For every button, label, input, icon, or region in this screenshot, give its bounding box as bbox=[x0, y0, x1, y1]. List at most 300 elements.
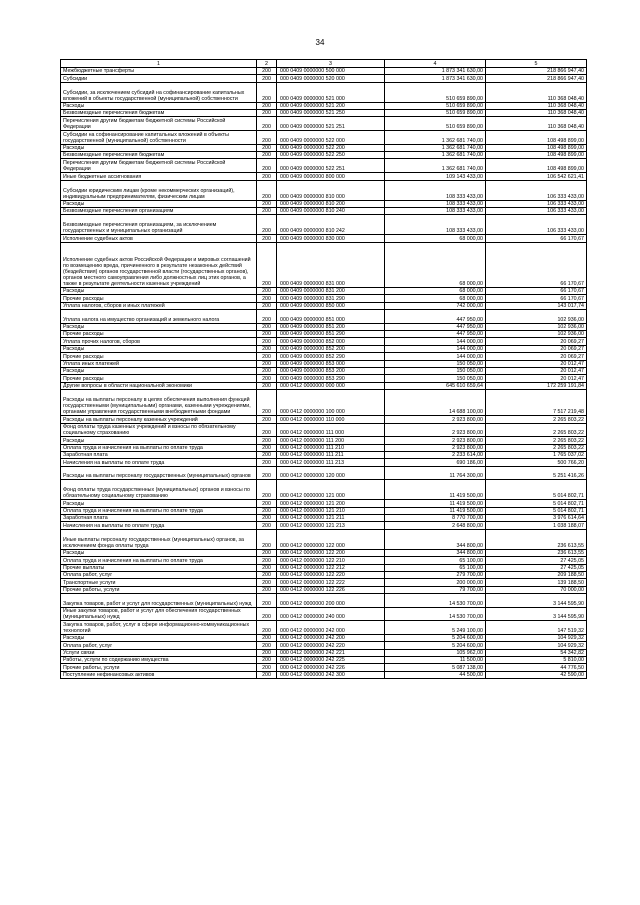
row-label: Исполнение судебных актов bbox=[61, 235, 257, 242]
table-row bbox=[61, 68, 587, 75]
row-approved-amount: 2 923 800,00 bbox=[385, 444, 486, 451]
row-budget-code: 000 0412 0000000 121 000 bbox=[277, 480, 385, 500]
row-label: Другие вопросы в области национальной экономики bbox=[61, 382, 257, 389]
table-row bbox=[61, 302, 587, 309]
table-row bbox=[61, 310, 587, 324]
row-budget-code: 000 0409 0000000 830 000 bbox=[277, 235, 385, 242]
row-executed-amount: 110 368 048,40 bbox=[486, 102, 587, 109]
table-row bbox=[61, 579, 587, 586]
row-budget-code: 000 0409 0000000 853 000 bbox=[277, 360, 385, 367]
row-budget-code: 000 0412 0000000 121 211 bbox=[277, 515, 385, 522]
row-code-line: 200 bbox=[257, 152, 277, 159]
row-label: Уплата налога на имущество организаций и земельного налога bbox=[61, 310, 257, 324]
row-approved-amount: 279 700,00 bbox=[385, 571, 486, 578]
row-executed-amount: 1 765 037,02 bbox=[486, 452, 587, 459]
row-code-line: 200 bbox=[257, 657, 277, 664]
row-executed-amount: 102 936,00 bbox=[486, 323, 587, 330]
table-row bbox=[61, 102, 587, 109]
row-label: Субсидии на софинансирование капитальных вложений в объекты государственной (муниципальной) собственности bbox=[61, 131, 257, 145]
row-budget-code: 000 0409 0000000 810 242 bbox=[277, 215, 385, 235]
table-row bbox=[61, 367, 587, 374]
row-approved-amount: 68 000,00 bbox=[385, 242, 486, 287]
row-budget-code: 000 0409 0000000 522 000 bbox=[277, 131, 385, 145]
row-code-line: 200 bbox=[257, 466, 277, 480]
row-approved-amount: 105 962,00 bbox=[385, 649, 486, 656]
row-code-line: 200 bbox=[257, 345, 277, 352]
row-code-line: 200 bbox=[257, 642, 277, 649]
row-approved-amount: 2 233 614,00 bbox=[385, 452, 486, 459]
row-approved-amount: 2 923 800,00 bbox=[385, 437, 486, 444]
row-executed-amount: 5 014 802,71 bbox=[486, 480, 587, 500]
row-executed-amount: 44 776,50 bbox=[486, 664, 587, 671]
row-code-line: 200 bbox=[257, 579, 277, 586]
table-row bbox=[61, 288, 587, 295]
row-budget-code: 000 0409 0000000 520 000 bbox=[277, 75, 385, 82]
table-row bbox=[61, 345, 587, 352]
row-budget-code: 000 0409 0000000 800 000 bbox=[277, 173, 385, 180]
table-row bbox=[61, 180, 587, 200]
row-budget-code: 000 0409 0000000 522 200 bbox=[277, 144, 385, 151]
row-executed-amount: 108 498 899,00 bbox=[486, 159, 587, 173]
row-label: Работы, услуги по содержанию имущества bbox=[61, 657, 257, 664]
row-executed-amount: 108 498 899,00 bbox=[486, 152, 587, 159]
row-executed-amount: 20 012,47 bbox=[486, 375, 587, 382]
table-row bbox=[61, 382, 587, 389]
row-approved-amount: 68 000,00 bbox=[385, 288, 486, 295]
table-row bbox=[61, 295, 587, 302]
row-executed-amount: 139 188,50 bbox=[486, 579, 587, 586]
row-executed-amount: 5 810,00 bbox=[486, 657, 587, 664]
row-budget-code: 000 0409 0000000 852 000 bbox=[277, 338, 385, 345]
row-executed-amount: 209 188,50 bbox=[486, 571, 587, 578]
row-label: Транспортные услуги bbox=[61, 579, 257, 586]
row-code-line: 200 bbox=[257, 323, 277, 330]
table-row bbox=[61, 634, 587, 641]
row-budget-code: 000 0412 0000000 111 210 bbox=[277, 444, 385, 451]
row-label: Расходы bbox=[61, 345, 257, 352]
row-executed-amount: 106 333 433,00 bbox=[486, 200, 587, 207]
row-approved-amount: 447 950,00 bbox=[385, 323, 486, 330]
row-approved-amount: 8 770 700,00 bbox=[385, 515, 486, 522]
row-label: Расходы на выплаты персоналу в целях обеспечения выполнения функций государственными (муниципальными) органами, казенными учреждениями, органами управления государственными внебюджетными фондами bbox=[61, 389, 257, 415]
row-executed-amount: 106 333 433,00 bbox=[486, 207, 587, 214]
row-code-line: 200 bbox=[257, 664, 277, 671]
row-budget-code: 000 0409 0000000 831 200 bbox=[277, 288, 385, 295]
row-code-line: 200 bbox=[257, 452, 277, 459]
table-row bbox=[61, 82, 587, 102]
row-code-line: 200 bbox=[257, 649, 277, 656]
row-code-line: 200 bbox=[257, 416, 277, 423]
row-executed-amount: 20 069,27 bbox=[486, 338, 587, 345]
row-approved-amount: 645 610 659,64 bbox=[385, 382, 486, 389]
row-budget-code: 000 0409 0000000 853 290 bbox=[277, 375, 385, 382]
row-executed-amount: 110 368 048,40 bbox=[486, 110, 587, 117]
table-row bbox=[61, 459, 587, 466]
row-executed-amount: 1 038 188,07 bbox=[486, 522, 587, 529]
table-row bbox=[61, 437, 587, 444]
table-row bbox=[61, 353, 587, 360]
row-code-line: 200 bbox=[257, 571, 277, 578]
row-executed-amount: 5 014 802,71 bbox=[486, 500, 587, 507]
row-budget-code: 000 0412 0000000 000 000 bbox=[277, 382, 385, 389]
row-approved-amount: 150 050,00 bbox=[385, 360, 486, 367]
table-row bbox=[61, 466, 587, 480]
row-code-line: 200 bbox=[257, 180, 277, 200]
row-label: Оплата труда и начисления на выплаты по оплате труда bbox=[61, 557, 257, 564]
row-executed-amount: 20 012,47 bbox=[486, 360, 587, 367]
row-code-line: 200 bbox=[257, 102, 277, 109]
row-code-line: 200 bbox=[257, 389, 277, 415]
row-label: Иные закупки товаров, работ и услуг для обеспечения государственных (муниципальных) нужд bbox=[61, 607, 257, 621]
row-approved-amount: 1 362 681 740,00 bbox=[385, 159, 486, 173]
row-code-line: 200 bbox=[257, 360, 277, 367]
row-code-line: 200 bbox=[257, 235, 277, 242]
row-label: Расходы на выплаты персоналу казенных учреждений bbox=[61, 416, 257, 423]
row-approved-amount: 108 333 433,00 bbox=[385, 180, 486, 200]
row-executed-amount: 2 265 803,22 bbox=[486, 423, 587, 437]
row-budget-code: 000 0412 0000000 121 200 bbox=[277, 500, 385, 507]
table-row bbox=[61, 338, 587, 345]
table-row bbox=[61, 593, 587, 607]
row-code-line: 200 bbox=[257, 522, 277, 529]
row-budget-code: 000 0409 0000000 853 200 bbox=[277, 367, 385, 374]
row-executed-amount: 20 069,27 bbox=[486, 345, 587, 352]
table-row bbox=[61, 444, 587, 451]
column-header: 1 bbox=[61, 60, 257, 68]
table-row bbox=[61, 671, 587, 678]
row-label: Расходы bbox=[61, 634, 257, 641]
row-code-line: 200 bbox=[257, 500, 277, 507]
row-budget-code: 000 0412 0000000 242 000 bbox=[277, 621, 385, 635]
row-approved-amount: 447 950,00 bbox=[385, 310, 486, 324]
row-executed-amount: 500 766,20 bbox=[486, 459, 587, 466]
column-header: 2 bbox=[257, 60, 277, 68]
row-label: Оплата работ, услуг bbox=[61, 642, 257, 649]
row-code-line: 200 bbox=[257, 423, 277, 437]
row-budget-code: 000 0412 0000000 111 000 bbox=[277, 423, 385, 437]
row-budget-code: 000 0409 0000000 522 251 bbox=[277, 159, 385, 173]
row-executed-amount: 218 866 947,40 bbox=[486, 68, 587, 75]
row-code-line: 200 bbox=[257, 75, 277, 82]
row-executed-amount: 27 425,05 bbox=[486, 564, 587, 571]
row-approved-amount: 344 800,00 bbox=[385, 549, 486, 556]
row-label: Расходы bbox=[61, 549, 257, 556]
row-executed-amount: 218 866 947,40 bbox=[486, 75, 587, 82]
table-row bbox=[61, 110, 587, 117]
row-label: Услуги связи bbox=[61, 649, 257, 656]
row-budget-code: 000 0412 0000000 122 210 bbox=[277, 557, 385, 564]
row-executed-amount: 104 929,32 bbox=[486, 634, 587, 641]
row-label: Оплата работ, услуг bbox=[61, 571, 257, 578]
row-budget-code: 000 0409 0000000 521 200 bbox=[277, 102, 385, 109]
row-code-line: 200 bbox=[257, 564, 277, 571]
row-code-line: 200 bbox=[257, 207, 277, 214]
row-label: Прочие работы, услуги bbox=[61, 586, 257, 593]
row-approved-amount: 108 333 433,00 bbox=[385, 207, 486, 214]
row-approved-amount: 11 764 300,00 bbox=[385, 466, 486, 480]
row-budget-code: 000 0412 0000000 242 226 bbox=[277, 664, 385, 671]
table-row bbox=[61, 131, 587, 145]
row-budget-code: 000 0412 0000000 111 211 bbox=[277, 452, 385, 459]
table-row bbox=[61, 507, 587, 514]
row-label: Иные выплаты персоналу государственных (муниципальных) органов, за исключением фонда оплаты труда bbox=[61, 529, 257, 549]
table-row bbox=[61, 242, 587, 287]
row-label: Поступление нефинансовых активов bbox=[61, 671, 257, 678]
row-budget-code: 000 0412 0000000 111 200 bbox=[277, 437, 385, 444]
row-label: Начисления на выплаты по оплате труда bbox=[61, 522, 257, 529]
row-label: Закупка товаров, работ, услуг в сфере информационно-коммуникационных технологий bbox=[61, 621, 257, 635]
row-code-line: 200 bbox=[257, 382, 277, 389]
column-header: 4 bbox=[385, 60, 486, 68]
row-label: Безвозмездные перечисления бюджетам bbox=[61, 152, 257, 159]
table-row bbox=[61, 586, 587, 593]
row-approved-amount: 109 143 433,00 bbox=[385, 173, 486, 180]
row-approved-amount: 68 000,00 bbox=[385, 235, 486, 242]
column-header: 5 bbox=[486, 60, 587, 68]
row-executed-amount: 102 936,00 bbox=[486, 331, 587, 338]
row-label: Фонд оплаты труда казенных учреждений и взносы по обязательному социальному страхованию bbox=[61, 423, 257, 437]
table-row bbox=[61, 649, 587, 656]
row-approved-amount: 1 362 681 740,00 bbox=[385, 131, 486, 145]
row-label: Расходы bbox=[61, 323, 257, 330]
row-label: Расходы bbox=[61, 367, 257, 374]
row-approved-amount: 14 688 100,00 bbox=[385, 389, 486, 415]
row-code-line: 200 bbox=[257, 480, 277, 500]
row-approved-amount: 144 000,00 bbox=[385, 353, 486, 360]
table-row bbox=[61, 423, 587, 437]
row-code-line: 200 bbox=[257, 68, 277, 75]
row-executed-amount: 108 498 899,00 bbox=[486, 131, 587, 145]
row-budget-code: 000 0409 0000000 522 250 bbox=[277, 152, 385, 159]
row-approved-amount: 68 000,00 bbox=[385, 295, 486, 302]
table-row bbox=[61, 621, 587, 635]
row-executed-amount: 27 425,05 bbox=[486, 557, 587, 564]
row-approved-amount: 1 873 341 630,00 bbox=[385, 75, 486, 82]
table-row bbox=[61, 515, 587, 522]
row-approved-amount: 5 204 600,00 bbox=[385, 634, 486, 641]
row-approved-amount: 65 100,00 bbox=[385, 564, 486, 571]
table-row bbox=[61, 323, 587, 330]
row-approved-amount: 144 000,00 bbox=[385, 345, 486, 352]
row-approved-amount: 1 362 681 740,00 bbox=[385, 152, 486, 159]
row-label: Расходы bbox=[61, 437, 257, 444]
row-budget-code: 000 0409 0000000 831 000 bbox=[277, 242, 385, 287]
row-approved-amount: 14 530 700,00 bbox=[385, 593, 486, 607]
table-body bbox=[61, 68, 587, 679]
table-row bbox=[61, 235, 587, 242]
row-label: Расходы bbox=[61, 102, 257, 109]
row-executed-amount: 106 333 433,00 bbox=[486, 215, 587, 235]
row-budget-code: 000 0412 0000000 242 225 bbox=[277, 657, 385, 664]
row-budget-code: 000 0412 0000000 111 213 bbox=[277, 459, 385, 466]
row-executed-amount: 102 936,00 bbox=[486, 310, 587, 324]
row-executed-amount: 2 265 803,22 bbox=[486, 444, 587, 451]
table-row bbox=[61, 642, 587, 649]
row-executed-amount: 172 259 191,84 bbox=[486, 382, 587, 389]
row-label: Расходы bbox=[61, 144, 257, 151]
row-label: Заработная плата bbox=[61, 452, 257, 459]
table-row bbox=[61, 522, 587, 529]
row-code-line: 200 bbox=[257, 353, 277, 360]
row-code-line: 200 bbox=[257, 367, 277, 374]
row-approved-amount: 150 050,00 bbox=[385, 367, 486, 374]
row-code-line: 200 bbox=[257, 549, 277, 556]
row-executed-amount: 110 368 048,40 bbox=[486, 82, 587, 102]
row-label: Уплата иных платежей bbox=[61, 360, 257, 367]
row-executed-amount: 104 929,32 bbox=[486, 642, 587, 649]
table-row bbox=[61, 607, 587, 621]
row-label: Прочие расходы bbox=[61, 295, 257, 302]
row-label: Прочие расходы bbox=[61, 331, 257, 338]
row-label: Безвозмездные перечисления организациям, за исключением государственных и муниципальных организаций bbox=[61, 215, 257, 235]
row-budget-code: 000 0412 0000000 122 220 bbox=[277, 571, 385, 578]
row-code-line: 200 bbox=[257, 82, 277, 102]
table-row bbox=[61, 571, 587, 578]
row-approved-amount: 65 100,00 bbox=[385, 557, 486, 564]
row-code-line: 200 bbox=[257, 288, 277, 295]
row-label: Расходы bbox=[61, 200, 257, 207]
row-label: Оплата труда и начисления на выплаты по оплате труда bbox=[61, 444, 257, 451]
row-code-line: 200 bbox=[257, 515, 277, 522]
table-row bbox=[61, 144, 587, 151]
row-approved-amount: 11 419 500,00 bbox=[385, 480, 486, 500]
row-code-line: 200 bbox=[257, 437, 277, 444]
row-executed-amount: 66 170,67 bbox=[486, 235, 587, 242]
row-budget-code: 000 0409 0000000 521 251 bbox=[277, 117, 385, 131]
row-label: Расходы bbox=[61, 288, 257, 295]
table-row bbox=[61, 375, 587, 382]
row-budget-code: 000 0412 0000000 121 213 bbox=[277, 522, 385, 529]
table-row bbox=[61, 664, 587, 671]
row-approved-amount: 447 950,00 bbox=[385, 331, 486, 338]
row-approved-amount: 1 873 341 630,00 bbox=[385, 68, 486, 75]
table-row bbox=[61, 529, 587, 549]
table-row bbox=[61, 416, 587, 423]
row-label: Заработная плата bbox=[61, 515, 257, 522]
row-label: Субсидии, за исключением субсидий на софинансирование капитальных вложений в объекты государственной (муниципальной) собственности bbox=[61, 82, 257, 102]
row-code-line: 200 bbox=[257, 621, 277, 635]
row-budget-code: 000 0412 0000000 200 000 bbox=[277, 593, 385, 607]
row-budget-code: 000 0409 0000000 810 240 bbox=[277, 207, 385, 214]
row-executed-amount: 3 976 614,64 bbox=[486, 515, 587, 522]
row-approved-amount: 14 530 700,00 bbox=[385, 607, 486, 621]
row-code-line: 200 bbox=[257, 117, 277, 131]
row-executed-amount: 108 498 899,00 bbox=[486, 144, 587, 151]
row-code-line: 200 bbox=[257, 507, 277, 514]
row-label: Прочие расходы bbox=[61, 375, 257, 382]
row-approved-amount: 344 800,00 bbox=[385, 529, 486, 549]
row-approved-amount: 690 186,00 bbox=[385, 459, 486, 466]
row-approved-amount: 510 659 890,00 bbox=[385, 110, 486, 117]
row-budget-code: 000 0409 0000000 852 290 bbox=[277, 353, 385, 360]
row-approved-amount: 44 500,00 bbox=[385, 671, 486, 678]
row-approved-amount: 144 000,00 bbox=[385, 338, 486, 345]
row-budget-code: 000 0412 0000000 242 220 bbox=[277, 642, 385, 649]
row-code-line: 200 bbox=[257, 131, 277, 145]
row-approved-amount: 510 659 890,00 bbox=[385, 102, 486, 109]
table-row bbox=[61, 389, 587, 415]
table-row bbox=[61, 75, 587, 82]
row-code-line: 200 bbox=[257, 331, 277, 338]
row-budget-code: 000 0412 0000000 122 000 bbox=[277, 529, 385, 549]
row-executed-amount: 3 144 595,90 bbox=[486, 607, 587, 621]
table-row bbox=[61, 207, 587, 214]
row-label: Межбюджетные трансферты bbox=[61, 68, 257, 75]
row-label: Перечисления другим бюджетам бюджетной системы Российской Федерации bbox=[61, 159, 257, 173]
row-executed-amount: 42 590,00 bbox=[486, 671, 587, 678]
row-executed-amount: 5 251 416,26 bbox=[486, 466, 587, 480]
row-code-line: 200 bbox=[257, 444, 277, 451]
row-budget-code: 000 0409 0000000 500 000 bbox=[277, 68, 385, 75]
row-executed-amount: 236 613,55 bbox=[486, 529, 587, 549]
row-budget-code: 000 0412 0000000 240 000 bbox=[277, 607, 385, 621]
row-approved-amount: 2 648 800,00 bbox=[385, 522, 486, 529]
row-executed-amount: 236 613,55 bbox=[486, 549, 587, 556]
table-header-row bbox=[61, 60, 587, 68]
row-code-line: 200 bbox=[257, 557, 277, 564]
table-row bbox=[61, 215, 587, 235]
row-approved-amount: 5 087 138,00 bbox=[385, 664, 486, 671]
row-approved-amount: 510 659 890,00 bbox=[385, 117, 486, 131]
row-executed-amount: 106 333 433,00 bbox=[486, 180, 587, 200]
row-label: Безвозмездные перечисления бюджетам bbox=[61, 110, 257, 117]
column-header: 3 bbox=[277, 60, 385, 68]
row-code-line: 200 bbox=[257, 302, 277, 309]
row-label: Прочие выплаты bbox=[61, 564, 257, 571]
row-executed-amount: 66 170,67 bbox=[486, 295, 587, 302]
row-budget-code: 000 0412 0000000 110 000 bbox=[277, 416, 385, 423]
table-row bbox=[61, 360, 587, 367]
row-code-line: 200 bbox=[257, 671, 277, 678]
row-approved-amount: 2 923 800,00 bbox=[385, 416, 486, 423]
row-code-line: 200 bbox=[257, 144, 277, 151]
row-executed-amount: 106 542 621,41 bbox=[486, 173, 587, 180]
table-row bbox=[61, 500, 587, 507]
row-label: Прочие расходы bbox=[61, 353, 257, 360]
row-code-line: 200 bbox=[257, 295, 277, 302]
row-budget-code: 000 0409 0000000 851 200 bbox=[277, 323, 385, 330]
row-label: Безвозмездные перечисления организациям bbox=[61, 207, 257, 214]
row-code-line: 200 bbox=[257, 529, 277, 549]
row-label: Начисления на выплаты по оплате труда bbox=[61, 459, 257, 466]
row-approved-amount: 200 000,00 bbox=[385, 579, 486, 586]
row-executed-amount: 54 342,82 bbox=[486, 649, 587, 656]
row-budget-code: 000 0412 0000000 122 222 bbox=[277, 579, 385, 586]
row-budget-code: 000 0409 0000000 810 000 bbox=[277, 180, 385, 200]
row-label: Субсидии bbox=[61, 75, 257, 82]
row-budget-code: 000 0409 0000000 851 290 bbox=[277, 331, 385, 338]
table-row bbox=[61, 549, 587, 556]
row-approved-amount: 11 419 500,00 bbox=[385, 500, 486, 507]
row-code-line: 200 bbox=[257, 375, 277, 382]
row-code-line: 200 bbox=[257, 338, 277, 345]
row-approved-amount: 150 050,00 bbox=[385, 375, 486, 382]
row-executed-amount: 7 517 219,48 bbox=[486, 389, 587, 415]
row-approved-amount: 742 000,00 bbox=[385, 302, 486, 309]
table-row bbox=[61, 657, 587, 664]
row-code-line: 200 bbox=[257, 634, 277, 641]
row-label: Расходы на выплаты персоналу государственных (муниципальных) органов bbox=[61, 466, 257, 480]
row-executed-amount: 20 012,47 bbox=[486, 367, 587, 374]
table-row bbox=[61, 152, 587, 159]
row-label: Прочие работы, услуги bbox=[61, 664, 257, 671]
row-budget-code: 000 0412 0000000 122 226 bbox=[277, 586, 385, 593]
row-approved-amount: 5 204 600,00 bbox=[385, 642, 486, 649]
row-label: Закупка товаров, работ и услуг для государственных (муниципальных) нужд bbox=[61, 593, 257, 607]
row-approved-amount: 108 333 433,00 bbox=[385, 215, 486, 235]
row-label: Уплата налогов, сборов и иных платежей bbox=[61, 302, 257, 309]
row-budget-code: 000 0412 0000000 242 200 bbox=[277, 634, 385, 641]
